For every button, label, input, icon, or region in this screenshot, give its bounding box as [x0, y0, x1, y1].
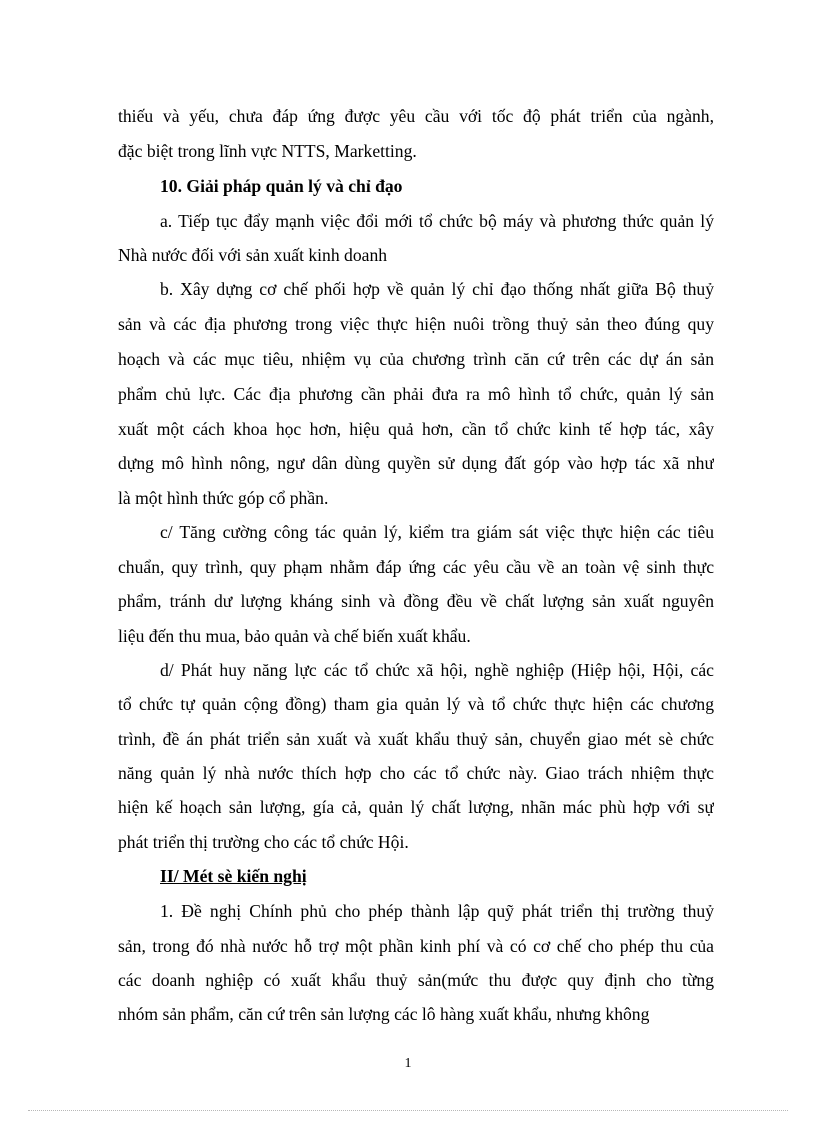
text-line: chuẩn, quy trình, quy phạm nhằm đáp ứng các yêu cầu về an toàn vệ sinh thực — [118, 557, 714, 577]
section-heading: II/ Mét sè kiến nghị — [160, 866, 307, 886]
text-line: d/ Phát huy năng lực các tổ chức xã hội, nghề nghiệp (Hiệp hội, Hội, các — [160, 660, 714, 680]
text-line: b. Xây dựng cơ chế phối hợp về quản lý chỉ đạo thống nhất giữa Bộ thuỷ — [160, 279, 714, 299]
page-number: 1 — [404, 1056, 412, 1071]
text-line: c/ Tăng cường công tác quản lý, kiểm tra giám sát việc thực hiện các tiêu — [160, 522, 714, 542]
section-heading: 10. Giải pháp quản lý và chỉ đạo — [160, 176, 403, 196]
text-line: hiện kế hoạch sản lượng, gía cả, quản lý chất lượng, nhãn mác phù hợp với sự — [118, 797, 714, 817]
text-line: nhóm sản phẩm, căn cứ trên sản lượng các lô hàng xuất khẩu, nhưng không — [118, 1004, 650, 1024]
text-line: a. Tiếp tục đẩy mạnh việc đổi mới tổ chức bộ máy và phương thức quản lý — [160, 211, 714, 231]
text-line: 1. Đề nghị Chính phủ cho phép thành lập quỹ phát triển thị trường thuỷ — [160, 901, 714, 921]
text-line: trình, đề án phát triển sản xuất và xuất khẩu thuỷ sản, chuyển giao mét sè chức — [118, 729, 714, 749]
text-line: các doanh nghiệp có xuất khẩu thuỷ sản(mức thu được quy định cho từng — [118, 970, 714, 990]
text-line: liệu đến thu mua, bảo quản và chế biến xuất khẩu. — [118, 626, 471, 646]
text-line: xuất một cách khoa học hơn, hiệu quả hơn, cần tổ chức kinh tế hợp tác, xây — [118, 419, 714, 439]
text-line: phẩm, tránh dư lượng kháng sinh và đồng đều về chất lượng sản xuất nguyên — [118, 591, 714, 611]
text-line: là một hình thức góp cổ phần. — [118, 488, 329, 508]
text-line: Nhà nước đối với sản xuất kinh doanh — [118, 245, 388, 265]
text-line: sản và các địa phương trong việc thực hiện nuôi trồng thuỷ sản theo đúng quy — [118, 314, 714, 334]
text-line: thiếu và yếu, chưa đáp ứng được yêu cầu với tốc độ phát triển của ngành, — [118, 106, 714, 126]
text-line: dựng mô hình nông, ngư dân dùng quyền sử dụng đất góp vào hợp tác xã như — [118, 453, 714, 473]
text-line: phát triển thị trường cho các tổ chức Hội. — [118, 832, 409, 852]
text-line: sản, trong đó nhà nước hỗ trợ một phần kinh phí và có cơ chế cho phép thu của — [118, 936, 714, 956]
text-line: đặc biệt trong lĩnh vực NTTS, Marketting. — [118, 141, 417, 161]
text-line: năng quản lý nhà nước thích hợp cho các tổ chức này. Giao trách nhiệm thực — [118, 763, 714, 783]
text-line: hoạch và các mục tiêu, nhiệm vụ của chương trình căn cứ trên các dự án sản — [118, 349, 714, 369]
text-line: tổ chức tự quản cộng đồng) tham gia quản lý và tổ chức thực hiện các chương — [118, 694, 714, 714]
page-bottom-rule — [28, 1110, 788, 1111]
text-line: phẩm chủ lực. Các địa phương cần phải đưa ra mô hình tổ chức, quản lý sản — [118, 384, 714, 404]
